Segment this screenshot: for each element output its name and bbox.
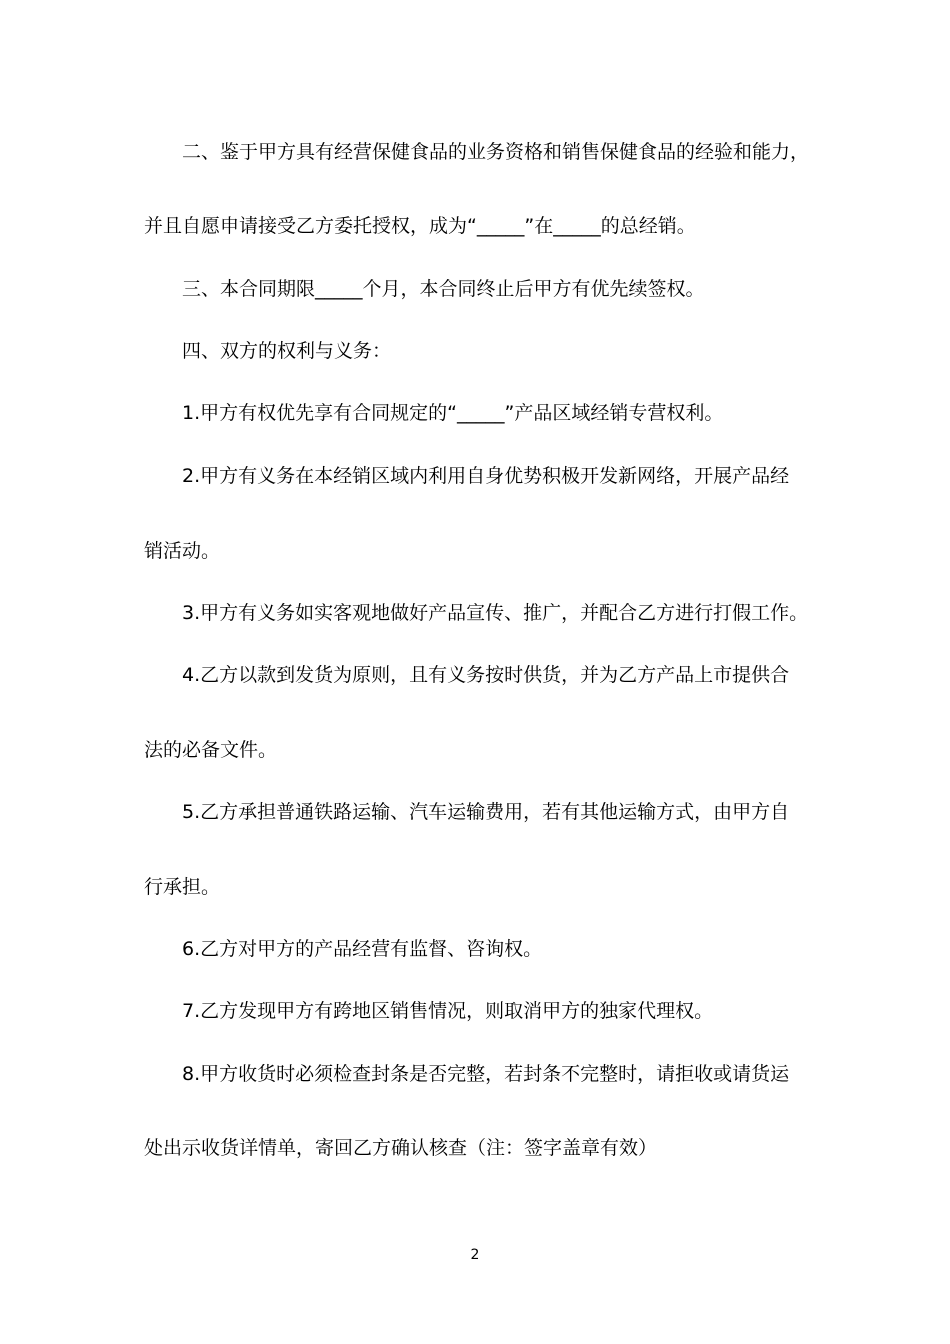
clause-1: 1.甲方有权优先享有合同规定的“_____”产品区域经销专营权利。 bbox=[182, 402, 724, 424]
paragraph-2-line-2: 并且自愿申请接受乙方委托授权，成为“_____”在_____的总经销。 bbox=[144, 215, 696, 237]
paragraph-2-line-1: 二、鉴于甲方具有经营保健食品的业务资格和销售保健食品的经验和能力， bbox=[182, 141, 810, 163]
clause-8-line-1: 8.甲方收货时必须检查封条是否完整，若封条不完整时，请拒收或请货运 bbox=[182, 1063, 790, 1085]
clause-5-line-2: 行承担。 bbox=[144, 876, 221, 898]
clause-5-line-1: 5.乙方承担普通铁路运输、汽车运输费用，若有其他运输方式，由甲方自 bbox=[182, 801, 790, 823]
page-number: 2 bbox=[470, 1247, 480, 1263]
clause-8-line-2: 处出示收货详情单，寄回乙方确认核查（注：签字盖章有效） bbox=[144, 1137, 658, 1159]
clause-2-line-1: 2.甲方有义务在本经销区域内利用自身优势积极开发新网络，开展产品经 bbox=[182, 465, 790, 487]
clause-4-line-1: 4.乙方以款到发货为原则，且有义务按时供货，并为乙方产品上市提供合 bbox=[182, 664, 790, 686]
clause-4-line-2: 法的必备文件。 bbox=[144, 739, 278, 761]
clause-3: 3.甲方有义务如实客观地做好产品宣传、推广，并配合乙方进行打假工作。 bbox=[182, 602, 809, 624]
section-4-heading: 四、双方的权利与义务： bbox=[182, 340, 392, 362]
clause-6: 6.乙方对甲方的产品经营有监督、咨询权。 bbox=[182, 938, 543, 960]
clause-7: 7.乙方发现甲方有跨地区销售情况，则取消甲方的独家代理权。 bbox=[182, 1000, 714, 1022]
paragraph-3: 三、本合同期限_____个月，本合同终止后甲方有优先续签权。 bbox=[182, 278, 705, 300]
clause-2-line-2: 销活动。 bbox=[144, 540, 221, 562]
